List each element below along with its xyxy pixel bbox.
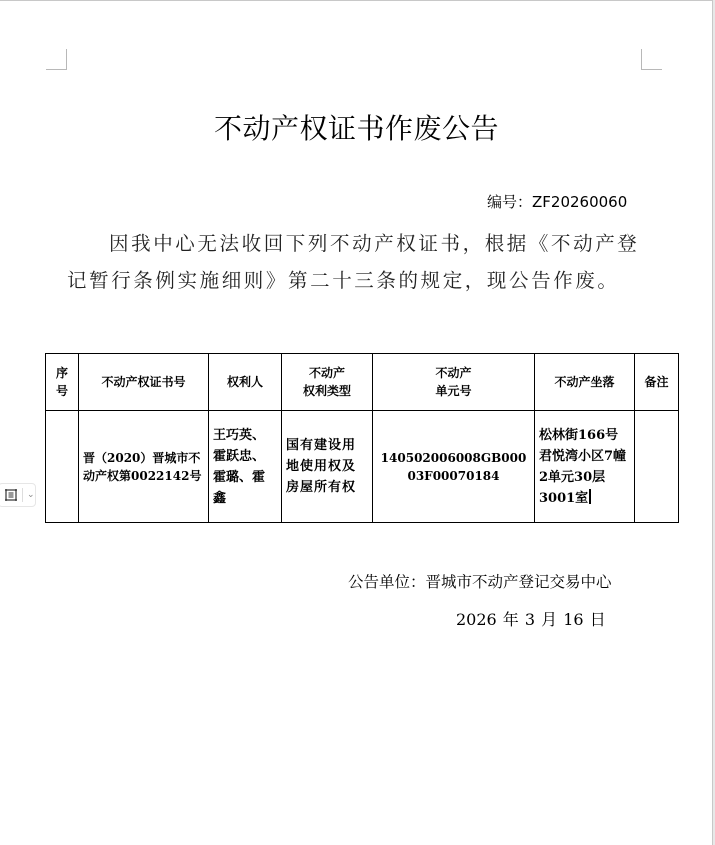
cell-cert-no[interactable]: 晋（2020）晋城市不动产权第0022142号 [79, 411, 209, 523]
notice-paragraph-text: 因我中心无法收回下列不动产权证书，根据《不动产登记暂行条例实施细则》第二十三条的规定，现公告作废。 [67, 232, 640, 292]
table-row[interactable] [46, 411, 679, 523]
cell-holder[interactable]: 王巧英、霍跃忠、霍璐、霍鑫 [209, 411, 282, 523]
certificate-table[interactable] [45, 353, 679, 523]
notice-paragraph[interactable] [67, 225, 647, 299]
table-row-handle[interactable] [0, 483, 36, 507]
header-location: 不动产坐落 [535, 354, 635, 411]
cell-right-type[interactable]: 国有建设用地使用权及房屋所有权 [282, 411, 373, 523]
chevron-down-icon[interactable]: ⌄ [27, 490, 35, 500]
margin-corner-top-right [641, 49, 662, 70]
header-seq: 序 号 [46, 354, 79, 411]
header-holder: 权利人 [209, 354, 282, 411]
cell-seq[interactable] [46, 411, 79, 523]
cell-location-text: 松林街166号君悦湾小区7幢2单元30层3001室 [539, 427, 627, 506]
issue-date: 2026 年 3 月 16 日 [456, 610, 606, 629]
issuing-unit: 公告单位：晋城市不动产登记交易中心 [348, 573, 612, 591]
text-cursor [589, 489, 591, 504]
header-remark: 备注 [635, 354, 679, 411]
document-number: 编号：ZF20260060 [487, 193, 628, 211]
header-unit-no: 不动产 单元号 [373, 354, 535, 411]
cell-unit-no[interactable]: 140502006008GB00003F00070184 [373, 411, 535, 523]
header-cert-no: 不动产权证书号 [79, 354, 209, 411]
cell-remark[interactable] [635, 411, 679, 523]
header-right-type: 不动产 权利类型 [282, 354, 373, 411]
cell-location[interactable] [535, 411, 635, 523]
table-row-handle-icon [4, 488, 18, 502]
handle-divider [22, 488, 23, 502]
table-header-row [46, 354, 679, 411]
margin-corner-top-left [46, 49, 67, 70]
document-title: 不动产权证书作废公告 [213, 112, 499, 145]
